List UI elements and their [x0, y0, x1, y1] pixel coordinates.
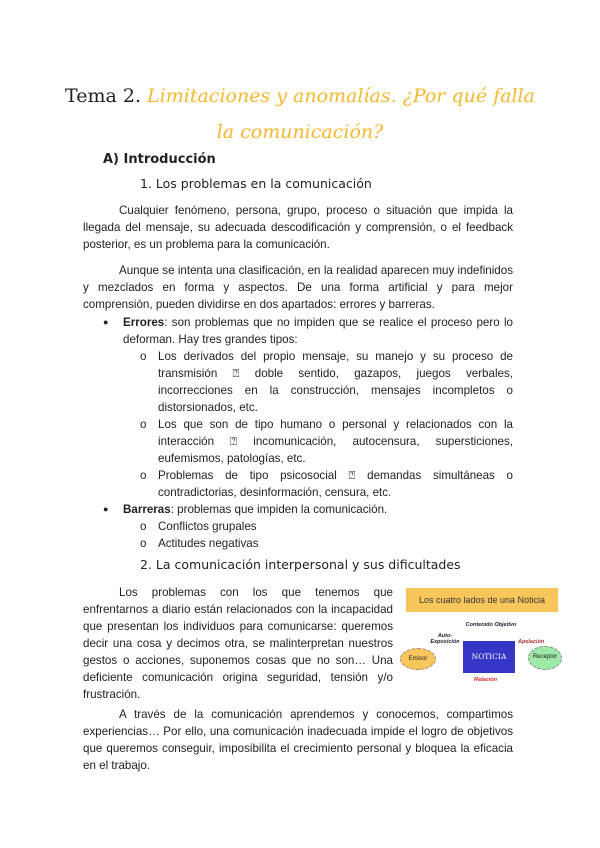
title-text: Limitaciones y anomalías. ¿Por qué falla la comunicación? — [147, 85, 535, 143]
list-item-errores — [83, 314, 513, 348]
label-bottom: Relación — [474, 677, 497, 683]
list-subitem: o Actitudes negativas — [83, 535, 513, 552]
item-text: : son problemas que no impiden que se realice el proceso pero lo deforman. Hay tres grandes tipos: — [123, 316, 513, 346]
paragraph-4: A través de la comunicación aprendemos y conocemos, compartimos experiencias… Por ello, una comunicación inadecuada impide el logro de objetivos que queremos conseguir, imposibilita el crecimiento personal y bloquea la eficacia en el trabajo. — [83, 708, 513, 772]
subheading-1: 1. Los problemas en la comunicación — [140, 176, 372, 191]
paragraph-3: Los problemas con los que tenemos que enfrentarnos a diario están relacionados con la incapacidad que presentan los individuos para comunicarse: queremos decir una cosa y decimos otra, se malinterpretan nuestros gestos o acciones, suponemos cosas que no son… Una deficiente comunicación origina seguridad, tensión y/o frustración. — [83, 586, 393, 701]
document-title — [60, 78, 540, 150]
list-item-barreras — [83, 501, 513, 518]
label-right: Apelación — [518, 639, 545, 645]
diagram-title: Los cuatro lados de una Noticia — [406, 588, 558, 612]
list-subitem: o Problemas de tipo psicosocial ⍰ demandas simultáneas o contradictorias, desinformación, censura, etc. — [83, 467, 513, 501]
center-box: NOTICIA — [463, 641, 515, 673]
item-label: Barreras — [123, 503, 171, 516]
bullet-list — [83, 314, 513, 552]
section-heading: A) Introducción — [103, 152, 216, 167]
sender-ellipse: Emisor — [400, 648, 436, 670]
label-top: Contenido Objetivo — [465, 622, 517, 628]
list-subitem: o Los que son de tipo humano o personal y relacionados con la interacción ⍰ incomunicación, autocensura, supersticiones, eufemismos, patologías, etc. — [83, 416, 513, 467]
list-subitem: o Conflictos grupales — [83, 518, 513, 535]
item-label: Errores — [123, 316, 165, 329]
list-subitem: o Los derivados del propio mensaje, su manejo y su proceso de transmisión ⍰ doble sentido, gazapos, juegos verbales, incorrecciones en la construcción, mensajes incompletos o distorsionados, etc. — [83, 348, 513, 416]
paragraph-2: Aunque se intenta una clasificación, en la realidad aparecen muy indefinidos y mezclados en forma y aspectos. De una forma artificial y para mejor comprensión, pueden dividirse en dos apartados: errores y barreras. — [83, 264, 513, 311]
paragraph-1: Cualquier fenómeno, persona, grupo, proceso o situación que impida la llegada del mensaje, su adecuada descodificación y comprensión, o el feedback posterior, es un problema para la comunicación. — [83, 204, 513, 251]
receiver-ellipse: Receptor — [528, 646, 562, 670]
title-prefix: Tema 2. — [65, 85, 141, 107]
label-left: Auto-Exposición — [430, 633, 460, 645]
subheading-2: 2. La comunicación interpersonal y sus dificultades — [140, 557, 461, 572]
news-diagram — [404, 586, 560, 686]
item-text: : problemas que impiden la comunicación. — [170, 503, 388, 516]
